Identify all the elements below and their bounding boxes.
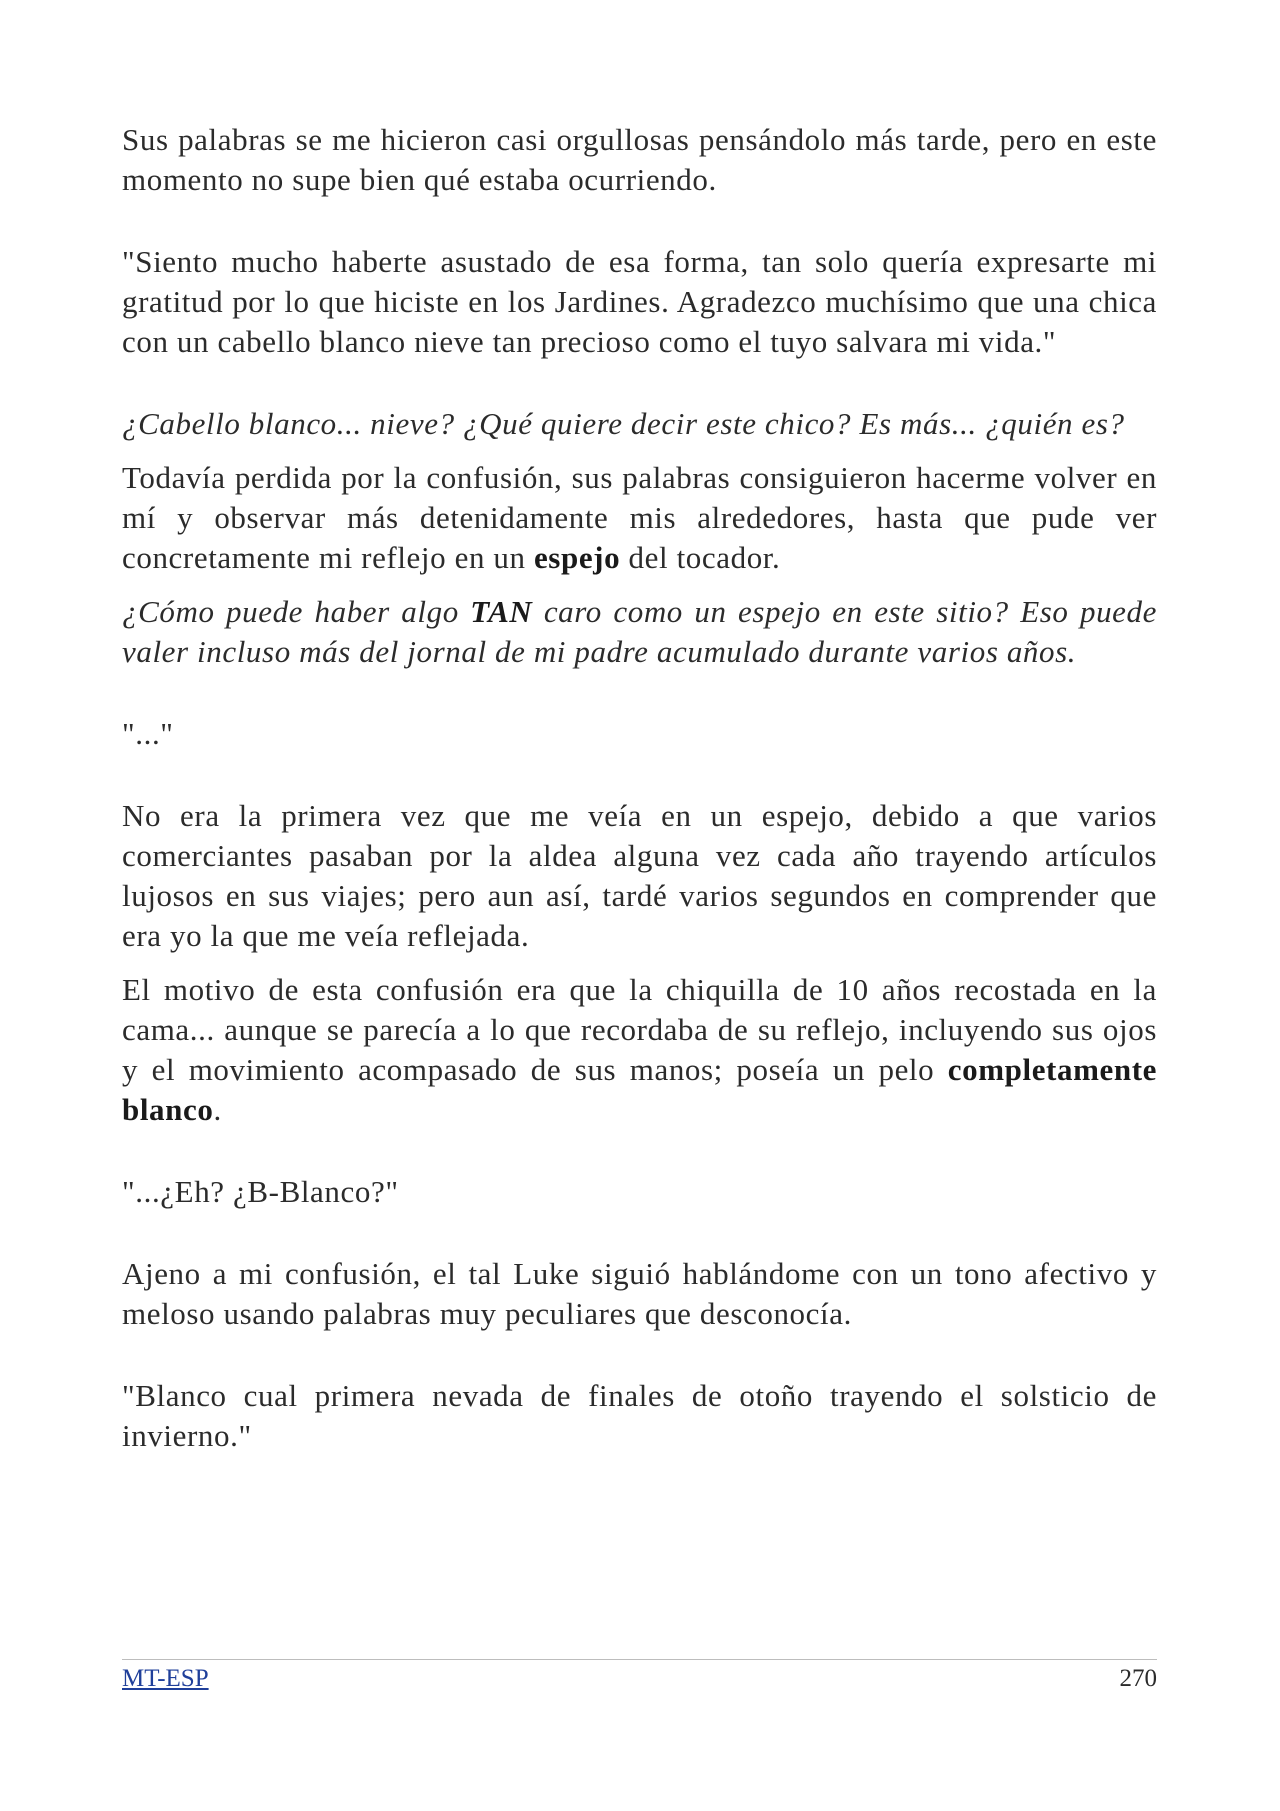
paragraph-4-bold: espejo xyxy=(533,540,621,575)
paragraph-6-dialogue: "..." xyxy=(122,716,174,751)
paragraph-11-dialogue: "Blanco cual primera nevada de finales de otoño trayendo el solsticio de invierno." xyxy=(122,1378,1157,1453)
footer-link-mt-esp[interactable]: MT-ESP xyxy=(122,1665,209,1692)
paragraph-9-dialogue: "...¿Eh? ¿B-Blanco?" xyxy=(122,1174,399,1209)
footer-divider xyxy=(122,1659,1157,1660)
paragraph-4-text-a: Todavía perdida por la confusión, sus palabras consiguieron hacerme volver en mí y observar más detenidamente mis alrededores, hasta que pude ver concretamente mi reflejo en un xyxy=(122,460,1157,575)
page-footer xyxy=(122,1661,1157,1697)
paragraph-8 xyxy=(122,970,1157,1130)
page-number: 270 xyxy=(1119,1665,1157,1692)
paragraph-8-text-b: . xyxy=(213,1092,222,1127)
paragraph-4 xyxy=(122,458,1157,578)
paragraph-7: No era la primera vez que me veía en un espejo, debido a que varios comerciantes pasaban por la aldea alguna vez cada año trayendo artículos lujosos en sus viajes; pero aun así, tardé varios segundos en comprender que era yo la que me veía reflejada. xyxy=(122,798,1157,953)
paragraph-1: Sus palabras se me hicieron casi orgullosas pensándolo más tarde, pero en este momento no supe bien qué estaba ocurriendo. xyxy=(122,122,1157,197)
paragraph-8-text-a: El motivo de esta confusión era que la chiquilla de 10 años recostada en la cama... aunque se parecía a lo que recordaba de su reflejo, incluyendo sus ojos y el movimiento acompasado de sus manos; poseía un pelo xyxy=(122,972,1157,1087)
paragraph-2-dialogue: "Siento mucho haberte asustado de esa forma, tan solo quería expresarte mi gratitud por lo que hiciste en los Jardines. Agradezco muchísimo que una chica con un cabello blanco nieve tan precioso como el tuyo salvara mi vida." xyxy=(122,244,1157,359)
paragraph-5-thought xyxy=(122,592,1157,672)
paragraph-8-bold: completamente blanco xyxy=(122,1052,1157,1127)
paragraph-4-text-b: del tocador. xyxy=(620,540,781,575)
paragraph-5-text-a: ¿Cómo puede haber algo xyxy=(122,594,471,629)
paragraph-10: Ajeno a mi confusión, el tal Luke siguió hablándome con un tono afectivo y meloso usando palabras muy peculiares que desconocía. xyxy=(122,1256,1157,1331)
paragraph-3-thought: ¿Cabello blanco... nieve? ¿Qué quiere decir este chico? Es más... ¿quién es? xyxy=(122,406,1125,441)
page-body xyxy=(122,120,1157,1456)
paragraph-5-bold: TAN xyxy=(470,594,533,629)
paragraph-5-text-b: caro como un espejo en este sitio? Eso puede valer incluso más del jornal de mi padre acumulado durante varios años. xyxy=(122,594,1157,669)
